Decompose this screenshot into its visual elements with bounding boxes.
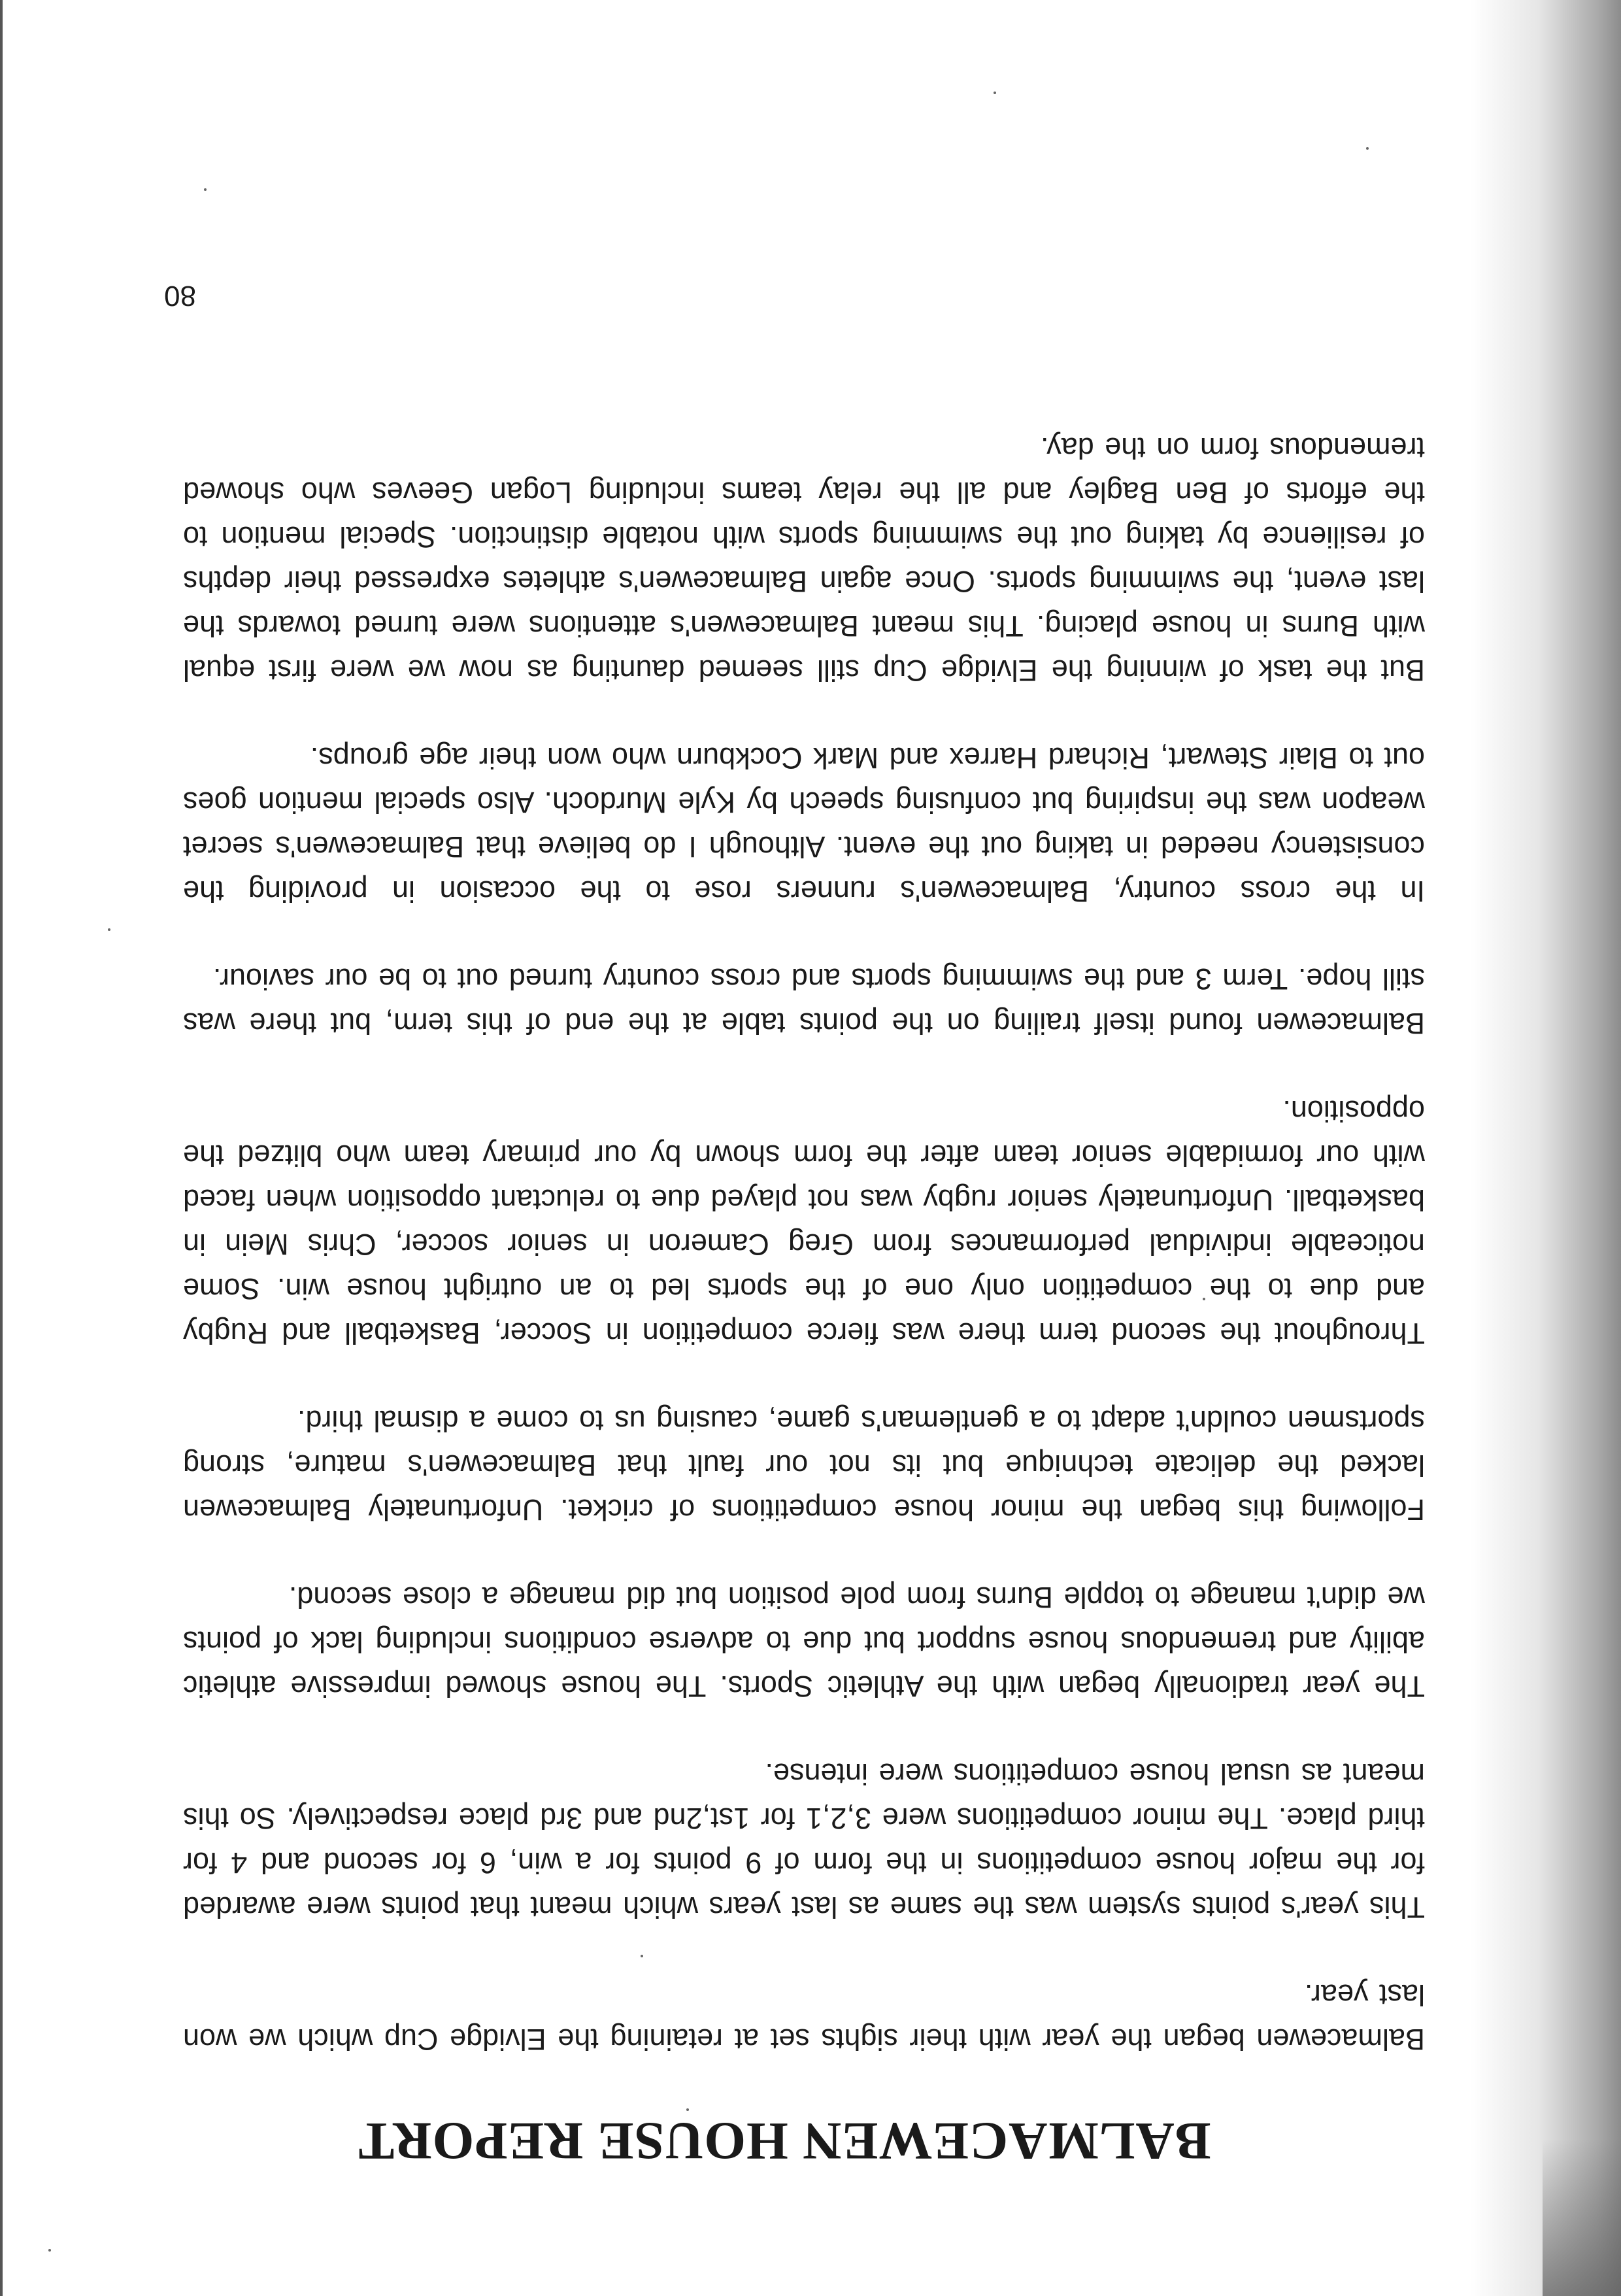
paragraph-points-system: This year's points system was the same as last years which meant that points were awarded for the major house competitions in the form of 9 points for a win, 6 for second and 4 for third place. The minor competitions were 3,2,1 for 1st,2nd and 3rd place respectively. So this meant as usual house competitions were intense.: [183, 1757, 1425, 1924]
paragraph-cross-country: In the cross country, Balmacewen's runners rose to the occasion in providing the consistency needed in taking out the event. Although I do believe that Balmacewen's secret weapon was the inspiring but confusing speech by Kyle Murdoch. Also special mention goes out to Blair Stewart, Richard Harrex and Mark Cockburn who won their age groups.: [183, 741, 1425, 908]
paragraph-athletic-sports: The year tradionally began with the Athletic Sports. The house showed impressive athletic ability and tremendous house support but due to adverse conditions including lack of points we didn't manage to topple Burns from pole position but did manage a close second.: [183, 1581, 1425, 1703]
paragraph-intro: Balmacewen began the year with their sights set at retaining the Elvidge Cup which we won last year.: [183, 1978, 1425, 2056]
page-number: 80: [164, 280, 196, 312]
report-title: BALMACEWEN HOUSE REPORT: [358, 2112, 1211, 2171]
paragraph-swimming-sports: But the task of winning the Elvidge Cup still seemed daunting as now we were first equal with Burns in house placing. This meant Balmacewen's attentions were turned towards the last event, the swimming sports. Once again Balmacewen's athletes expressed their depths of resilience by taking out the swimming sports with notable distinction. Special mention to the efforts of Ben Bagley and all the relay teams including Logan Geeves who showed tremendous form on the day.: [183, 431, 1425, 687]
paragraph-points-table: Balmacewen found itself trailing on the points table at the end of this term, but there was still hope. Term 3 and the swimming sports and cross country turned out to be our saviour.: [183, 962, 1425, 1040]
paragraph-cricket: Following this began the minor house competitions of cricket. Unfortunately Balmacewen lacked the delicate technique but its not our fault that Balmacewen's mature, strong sportsmen couldn't adapt to a gentleman's game, causing us to come a dismal third.: [183, 1404, 1425, 1527]
paragraph-second-term: Throughout the second term there was fierce competition in Soccer, Basketball and Rugby and due to the competition only one of the sports led to an outright house win. Some noticeable individual performances from Greg Cameron in senior soccer, Chris Mein in basketball. Unfortunately senior rugby was not played due to reluctant opposition when faced with our formidable senior team after the form shown by our primary team who blitzed the opposition.: [183, 1094, 1425, 1350]
report-body: [183, 382, 1425, 2172]
